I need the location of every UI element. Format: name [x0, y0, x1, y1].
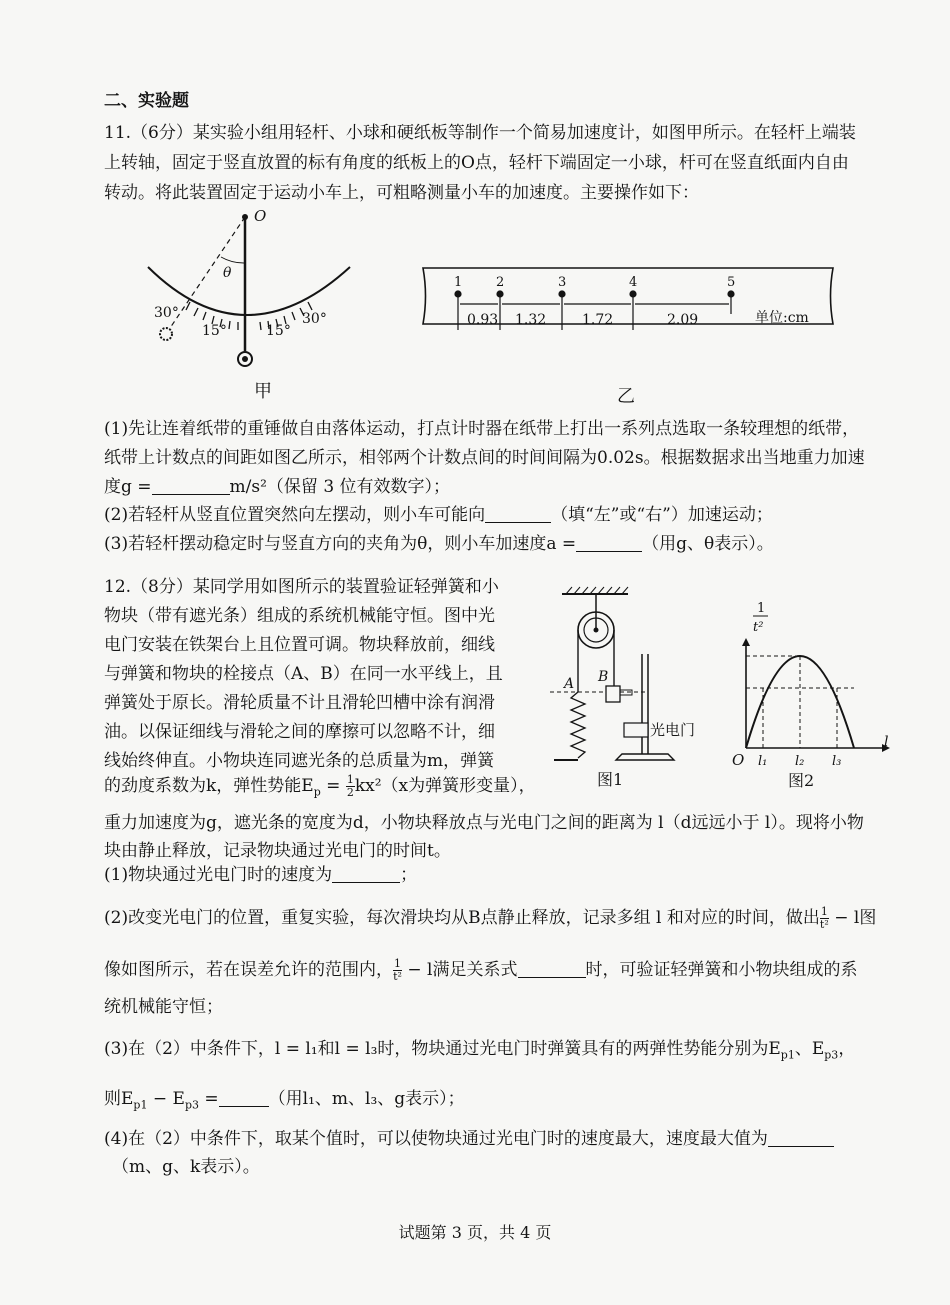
- q11-part2-pre: (2)若轻杆从竖直位置突然向左摆动，则小车可能向: [104, 505, 486, 525]
- label-b: B: [598, 669, 609, 685]
- ep-sub: p: [313, 785, 321, 799]
- q12-part3b-post: （用l₁、m、l₃、g表示）；: [268, 1089, 465, 1109]
- q12-part3: [104, 1034, 855, 1070]
- q11-part2: [104, 500, 773, 530]
- q11-line-2: 上转轴，固定于竖直放置的标有角度的纸板上的O点，轻杆下端固定一小球，杆可在竖直纸面内自由: [104, 153, 849, 173]
- q11-line-3: 转动。将此装置固定于运动小车上，可粗略测量小车的加速度。主要操作如下：: [104, 183, 699, 203]
- q12-part2-pre: (2)改变光电门的位置，重复实验，每次滑块均从B点静止释放，记录多组 l 和对应的时间，做出: [104, 908, 820, 928]
- q12-part1-post: ；: [400, 865, 418, 885]
- inv-t2-fraction: [820, 906, 829, 931]
- q11-part3-post: （用g、θ表示）。: [642, 534, 774, 554]
- ep1-sub-2: p1: [133, 1098, 148, 1112]
- q12-part1-pre: (1)物块通过光电门时的速度为: [104, 865, 333, 885]
- figure-1: [540, 582, 696, 792]
- q11-line-1: 11.（6分）某实验小组用轻杆、小球和硬纸板等制作一个简易加速度计，如图甲所示。在轻杆上端装: [104, 123, 856, 143]
- q12-part3b-eq: =: [198, 1089, 219, 1109]
- figure-2: [728, 600, 898, 792]
- caption-fig2: 图2: [788, 771, 815, 790]
- q12-part3-a: (3)在（2）中条件下，l = l₁和l = l₃时，物块通过光电门时弹簧具有的两弹性势能分别为E: [104, 1039, 781, 1059]
- ep-pre: 的劲度系数为k，弹性势能E: [104, 776, 314, 796]
- ep3-sub-2: p3: [184, 1098, 199, 1112]
- photogate-label: 光电门: [650, 721, 696, 739]
- q11-part1-line-a: (1)先让连着纸带的重锤做自由落体运动，打点计时器在纸带上打出一系列点选取一条较理想的纸带，: [104, 419, 860, 439]
- inv-t2-num: 1: [820, 905, 828, 918]
- distance-3-4: 1.72: [582, 312, 614, 328]
- q11-part1-post: （保留 3 位有效数字）；: [266, 477, 451, 497]
- q12-part4: [104, 1124, 834, 1154]
- half-num: 1: [346, 773, 354, 786]
- q11-part3: [104, 529, 774, 559]
- point-5: 5: [727, 275, 736, 290]
- q12-release-line: 块由静止释放，记录物块通过光电门的时间t。: [104, 841, 451, 861]
- answer-blank-acceleration[interactable]: [576, 533, 642, 552]
- unit-label: 单位:cm: [755, 310, 809, 326]
- section-title: 二、实验题: [104, 91, 189, 111]
- answer-blank-direction[interactable]: [485, 504, 551, 523]
- label-left-30: 30°: [154, 305, 179, 321]
- inv-t2-den: t²: [819, 918, 829, 931]
- q12-part2b-mid: − l满足关系式: [402, 960, 518, 980]
- q11-part3-pre: (3)若轻杆摆动稳定时与竖直方向的夹角为θ，则小车加速度a =: [104, 534, 577, 554]
- half-den: 2: [346, 786, 354, 799]
- answer-blank-g[interactable]: [152, 476, 230, 495]
- q12-part2b: [104, 952, 858, 988]
- answer-blank-max-speed[interactable]: [768, 1128, 834, 1147]
- inv-t2-fraction-2: [393, 958, 402, 983]
- distance-4-5: 2.09: [667, 312, 699, 328]
- q11-part1-line-b: 纸带上计数点的间距如图乙所示，相邻两个计数点间的时间间隔为0.02s。根据数据求出当地重力加速: [104, 448, 865, 468]
- distance-2-3: 1.32: [515, 312, 547, 328]
- q11-part1-unit: m/s²: [229, 477, 267, 497]
- q12-part4-b: （m、g、k表示）。: [112, 1157, 260, 1177]
- figure-yi: [405, 260, 840, 410]
- y-axis-den: t²: [753, 620, 764, 635]
- point-4: 4: [629, 275, 638, 290]
- origin-label: O: [732, 751, 745, 769]
- ep-post: kx²（x为弹簧形变量），: [354, 776, 536, 796]
- figure-jia: [130, 205, 370, 405]
- caption-fig1: 图1: [597, 770, 624, 789]
- answer-blank-relation[interactable]: [518, 959, 586, 978]
- tick-l3: l₃: [832, 754, 842, 769]
- q12-part2c: 统机械能守恒；: [104, 997, 223, 1017]
- label-right-15: 15°: [266, 323, 291, 339]
- y-axis-num: 1: [757, 601, 766, 616]
- q11-part2-post: （填“左”或“右”）加速运动；: [551, 505, 773, 525]
- q12-part4-a: (4)在（2）中条件下，取某个值时，可以使物块通过光电门时的速度最大，速度最大值为: [104, 1129, 768, 1149]
- ep3-sub: p3: [824, 1048, 839, 1062]
- caption-jia: 甲: [254, 381, 272, 402]
- q12-intro-5: 弹簧处于原长。滑轮质量不计且滑轮凹槽中涂有润滑: [104, 693, 495, 713]
- q12-intro-1: 12.（8分）某同学用如图所示的装置验证轻弹簧和小: [104, 577, 499, 597]
- q12-part2b-pre: 像如图所示，若在误差允许的范围内，: [104, 960, 393, 980]
- q11-part1-pre: 度g =: [104, 477, 152, 497]
- label-right-30: 30°: [302, 311, 327, 327]
- q11-part1-line-c: [104, 472, 450, 502]
- x-axis-label: l: [884, 734, 889, 750]
- q12-part2b-post: 时，可验证轻弹簧和小物块组成的系: [585, 960, 858, 980]
- ep-eq: =: [320, 776, 346, 796]
- q12-part3-end: ，: [838, 1039, 856, 1059]
- tick-l1: l₁: [758, 754, 768, 769]
- q12-part2: [104, 900, 876, 936]
- q12-intro-6: 油。以保证细线与滑轮之间的摩擦可以忽略不计，细: [104, 722, 495, 742]
- q12-gravity-line: 重力加速度为g，遮光条的宽度为d，小物块释放点与光电门之间的距离为 l（d远远小于 l）。现将小物: [104, 813, 864, 833]
- answer-blank-velocity[interactable]: [332, 864, 400, 883]
- distance-1-2: 0.93: [467, 312, 499, 328]
- label-theta: θ: [223, 265, 232, 281]
- q12-part3-and: 、E: [794, 1039, 825, 1059]
- label-o: O: [254, 207, 267, 225]
- q12-part3b-pre: 则E: [104, 1089, 134, 1109]
- q12-intro-7: 线始终伸直。小物块连同遮光条的总质量为m，弹簧: [104, 751, 495, 771]
- label-left-15: 15°: [202, 323, 227, 339]
- half-fraction: [346, 774, 355, 799]
- q12-part3b-minus: − E: [147, 1089, 185, 1109]
- inv-t2-num-2: 1: [394, 957, 401, 970]
- point-2: 2: [496, 275, 505, 290]
- q12-intro-2: 物块（带有遮光条）组成的系统机械能守恒。图中光: [104, 606, 495, 626]
- point-1: 1: [454, 275, 463, 290]
- q12-part3b: [104, 1084, 465, 1120]
- q12-intro-4: 与弹簧和物块的栓接点（A、B）在同一水平线上，且: [104, 664, 503, 684]
- answer-blank-energy-diff[interactable]: [219, 1088, 269, 1107]
- inv-t2-den-2: t²: [393, 970, 402, 983]
- q12-elastic-energy: [104, 768, 536, 810]
- caption-yi: 乙: [617, 386, 635, 407]
- q12-part2-graph: − l图: [828, 908, 877, 928]
- q12-intro-3: 电门安装在铁架台上且位置可调。物块释放前，细线: [104, 635, 495, 655]
- tick-l2: l₂: [795, 754, 805, 769]
- label-a: A: [564, 676, 575, 692]
- point-3: 3: [558, 275, 567, 290]
- q12-part1: [104, 860, 417, 890]
- ep1-sub: p1: [780, 1048, 795, 1062]
- page-footer: 试题第 3 页，共 4 页: [398, 1223, 552, 1242]
